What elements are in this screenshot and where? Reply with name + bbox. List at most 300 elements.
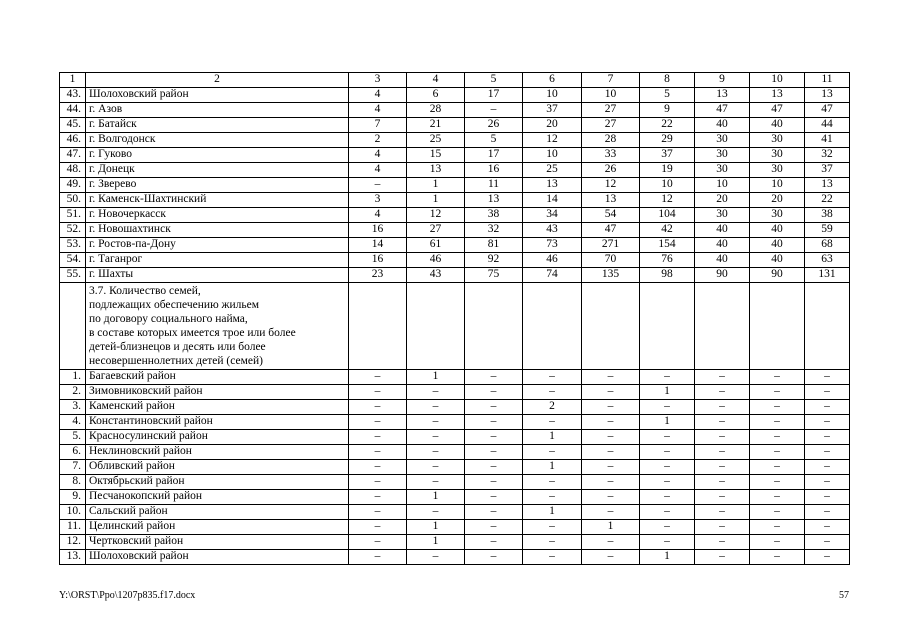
value-cell: 40 [695,253,750,268]
row-name: г. Шахты [86,268,349,283]
value-cell: 38 [805,208,850,223]
row-name: г. Гуково [86,148,349,163]
table-row [60,163,850,178]
header-cell: 8 [640,73,695,88]
value-cell: – [465,460,523,475]
value-cell: – [349,178,407,193]
value-cell: 25 [523,163,582,178]
value-cell: 1 [523,460,582,475]
value-cell: 30 [695,163,750,178]
value-cell: 32 [465,223,523,238]
table-row [60,505,850,520]
value-cell: 10 [582,88,640,103]
value-cell: 32 [805,148,850,163]
value-cell: 13 [523,178,582,193]
value-cell: 20 [750,193,805,208]
value-cell: – [805,370,850,385]
row-number: 51. [60,208,86,223]
section-number-cell [60,283,86,370]
value-cell: 98 [640,268,695,283]
value-cell: 27 [582,103,640,118]
row-number: 8. [60,475,86,490]
value-cell: 104 [640,208,695,223]
value-cell: – [465,490,523,505]
header-cell: 3 [349,73,407,88]
value-cell: 54 [582,208,640,223]
value-cell: – [582,490,640,505]
value-cell: – [465,370,523,385]
value-cell: – [523,520,582,535]
table-row [60,460,850,475]
value-cell: 41 [805,133,850,148]
row-name: Октябрьский район [86,475,349,490]
table-row [60,385,850,400]
row-number: 49. [60,178,86,193]
value-cell: 40 [750,223,805,238]
value-cell: 13 [407,163,465,178]
value-cell: 4 [349,148,407,163]
value-cell: – [465,385,523,400]
header-cell: 10 [750,73,805,88]
row-number: 44. [60,103,86,118]
value-cell: 5 [465,133,523,148]
row-number: 13. [60,550,86,565]
value-cell: – [349,535,407,550]
value-cell: – [805,460,850,475]
value-cell: 30 [695,208,750,223]
section-title: 3.7. Количество семей, подлежащих обеспечению жильем по договору социального найма, в составе которых имеется трое или более детей-близнецов и десять или более несовершеннолетних детей (семей) [86,283,349,370]
value-cell: – [349,370,407,385]
row-name: Зимовниковский район [86,385,349,400]
value-cell: 1 [407,370,465,385]
value-cell: – [349,550,407,565]
value-cell: 25 [407,133,465,148]
value-cell: – [695,445,750,460]
value-cell: 28 [407,103,465,118]
value-cell: 131 [805,268,850,283]
value-cell: – [640,445,695,460]
value-cell: – [465,445,523,460]
value-cell: – [349,445,407,460]
value-cell: – [349,475,407,490]
value-cell: – [640,430,695,445]
value-cell: – [582,400,640,415]
row-number: 3. [60,400,86,415]
value-cell: – [640,535,695,550]
value-cell: – [582,430,640,445]
value-cell: 17 [465,148,523,163]
value-cell: – [750,550,805,565]
table-row [60,208,850,223]
value-cell: – [750,535,805,550]
value-cell: 37 [805,163,850,178]
value-cell: – [805,445,850,460]
value-cell: – [523,535,582,550]
value-cell: 43 [523,223,582,238]
value-cell: – [805,535,850,550]
value-cell: – [349,460,407,475]
value-cell: 30 [750,148,805,163]
table-row [60,148,850,163]
value-cell: 14 [349,238,407,253]
value-cell: 17 [465,88,523,103]
value-cell: – [695,385,750,400]
table-row [60,133,850,148]
value-cell: 90 [750,268,805,283]
table-row [60,445,850,460]
value-cell: 40 [750,253,805,268]
row-number: 5. [60,430,86,445]
value-cell: – [523,415,582,430]
value-cell: 10 [523,88,582,103]
row-name: г. Волгодонск [86,133,349,148]
table-body-districts [60,370,850,565]
table-row [60,178,850,193]
row-number: 9. [60,490,86,505]
value-cell: 1 [640,550,695,565]
table-row [60,490,850,505]
header-cell: 5 [465,73,523,88]
value-cell: – [349,400,407,415]
row-number: 53. [60,238,86,253]
value-cell: – [349,505,407,520]
header-cell: 11 [805,73,850,88]
table-row [60,475,850,490]
value-cell: 61 [407,238,465,253]
row-name: Каменский район [86,400,349,415]
value-cell: 46 [523,253,582,268]
header-cell: 9 [695,73,750,88]
table-row [60,118,850,133]
value-cell: 30 [695,133,750,148]
value-cell: – [750,505,805,520]
header-cell: 1 [60,73,86,88]
row-name: г. Новошахтинск [86,223,349,238]
table-row [60,430,850,445]
value-cell: 26 [582,163,640,178]
value-cell: 20 [695,193,750,208]
value-cell: – [805,490,850,505]
value-cell: 27 [407,223,465,238]
table-row [60,253,850,268]
value-cell: 16 [349,253,407,268]
value-cell: 2 [523,400,582,415]
value-cell: – [465,520,523,535]
value-cell: – [523,370,582,385]
value-cell: – [750,490,805,505]
header-cell: 2 [86,73,349,88]
value-cell: – [695,370,750,385]
value-cell: – [465,415,523,430]
value-cell: – [805,475,850,490]
value-cell: – [407,385,465,400]
value-cell: 3 [349,193,407,208]
value-cell: – [582,460,640,475]
table-row [60,223,850,238]
value-cell: 42 [640,223,695,238]
value-cell: 22 [640,118,695,133]
value-cell: 14 [523,193,582,208]
value-cell: 47 [695,103,750,118]
value-cell: 34 [523,208,582,223]
value-cell: – [582,445,640,460]
row-name: г. Азов [86,103,349,118]
value-cell: 1 [407,490,465,505]
value-cell: – [582,370,640,385]
value-cell: 73 [523,238,582,253]
value-cell: 13 [805,88,850,103]
value-cell: – [349,430,407,445]
value-cell: – [805,430,850,445]
value-cell: – [695,535,750,550]
value-cell: – [750,400,805,415]
value-cell: – [407,400,465,415]
value-cell: – [465,430,523,445]
value-cell: – [640,520,695,535]
row-number: 6. [60,445,86,460]
row-number: 12. [60,535,86,550]
row-number: 48. [60,163,86,178]
value-cell: – [750,475,805,490]
value-cell: – [695,520,750,535]
value-cell: 12 [407,208,465,223]
value-cell: – [523,445,582,460]
row-name: Обливский район [86,460,349,475]
value-cell: 1 [640,415,695,430]
value-cell: 47 [750,103,805,118]
value-cell: 43 [407,268,465,283]
value-cell: – [349,385,407,400]
value-cell: 38 [465,208,523,223]
value-cell: – [465,505,523,520]
value-cell: 75 [465,268,523,283]
value-cell: – [349,520,407,535]
value-cell: 7 [349,118,407,133]
value-cell: – [695,490,750,505]
value-cell: 135 [582,268,640,283]
value-cell: – [695,475,750,490]
value-cell: 19 [640,163,695,178]
value-cell: 1 [523,430,582,445]
value-cell: 4 [349,88,407,103]
value-cell: 90 [695,268,750,283]
value-cell: – [465,550,523,565]
value-cell: – [640,460,695,475]
value-cell: – [805,385,850,400]
value-cell: – [805,415,850,430]
value-cell: 30 [750,133,805,148]
value-cell: – [640,370,695,385]
row-number: 7. [60,460,86,475]
value-cell: 30 [695,148,750,163]
value-cell: 11 [465,178,523,193]
row-number: 55. [60,268,86,283]
row-number: 43. [60,88,86,103]
value-cell: 6 [407,88,465,103]
value-cell: 16 [465,163,523,178]
row-number: 50. [60,193,86,208]
value-cell: – [465,400,523,415]
table-row [60,535,850,550]
value-cell: – [523,550,582,565]
value-cell: 4 [349,208,407,223]
value-cell: – [582,475,640,490]
value-cell: – [695,430,750,445]
table-body-section [60,283,850,370]
value-cell: 37 [640,148,695,163]
value-cell: 5 [640,88,695,103]
header-cell: 7 [582,73,640,88]
value-cell: 13 [750,88,805,103]
value-cell: – [750,520,805,535]
value-cell: 21 [407,118,465,133]
row-name: Шолоховский район [86,88,349,103]
row-number: 2. [60,385,86,400]
row-number: 1. [60,370,86,385]
value-cell: 27 [582,118,640,133]
row-name: Целинский район [86,520,349,535]
row-name: г. Батайск [86,118,349,133]
value-cell: 44 [805,118,850,133]
value-cell: – [582,415,640,430]
value-cell: – [640,490,695,505]
value-cell: – [750,445,805,460]
value-cell: 10 [640,178,695,193]
row-number: 54. [60,253,86,268]
table-body-cities [60,88,850,283]
value-cell: – [349,415,407,430]
header-cell: 6 [523,73,582,88]
value-cell: – [407,430,465,445]
value-cell: 63 [805,253,850,268]
row-name: г. Ростов-па-Дону [86,238,349,253]
value-cell: 1 [523,505,582,520]
value-cell: 1 [640,385,695,400]
value-cell: 74 [523,268,582,283]
value-cell: 30 [750,208,805,223]
housing-table [59,72,850,565]
row-name: Неклиновский район [86,445,349,460]
value-cell: 9 [640,103,695,118]
value-cell: 70 [582,253,640,268]
row-number: 10. [60,505,86,520]
row-number: 46. [60,133,86,148]
row-number: 45. [60,118,86,133]
value-cell: – [582,505,640,520]
value-cell: – [407,475,465,490]
value-cell: 13 [465,193,523,208]
value-cell: 12 [640,193,695,208]
value-cell: 1 [407,535,465,550]
value-cell: 271 [582,238,640,253]
row-name: Шолоховский район [86,550,349,565]
value-cell: 1 [407,193,465,208]
value-cell: 13 [582,193,640,208]
value-cell: 12 [582,178,640,193]
value-cell: 10 [695,178,750,193]
value-cell: 22 [805,193,850,208]
value-cell: 76 [640,253,695,268]
table-row [60,550,850,565]
value-cell: 12 [523,133,582,148]
value-cell: – [349,490,407,505]
value-cell: 20 [523,118,582,133]
table-row [60,415,850,430]
value-cell: – [465,475,523,490]
value-cell: 29 [640,133,695,148]
value-cell: – [407,460,465,475]
value-cell: 154 [640,238,695,253]
value-cell: – [640,505,695,520]
value-cell: 40 [695,118,750,133]
value-cell: – [805,400,850,415]
value-cell: – [750,460,805,475]
table-row [60,400,850,415]
value-cell: 4 [349,103,407,118]
value-cell: – [805,520,850,535]
value-cell: 59 [805,223,850,238]
value-cell: 40 [695,238,750,253]
row-name: Багаевский район [86,370,349,385]
value-cell: – [582,535,640,550]
value-cell: 16 [349,223,407,238]
value-cell: – [695,505,750,520]
table-row [60,88,850,103]
value-cell: – [523,475,582,490]
value-cell: 46 [407,253,465,268]
table-row [60,520,850,535]
value-cell: – [640,400,695,415]
row-number: 52. [60,223,86,238]
document-path: Y:\ORST\Ppo\1207p835.f17.docx [59,590,196,601]
value-cell: 68 [805,238,850,253]
value-cell: 10 [750,178,805,193]
value-cell: 40 [750,118,805,133]
value-cell: 4 [349,163,407,178]
row-number: 47. [60,148,86,163]
value-cell: – [805,505,850,520]
value-cell: – [695,415,750,430]
value-cell: – [407,550,465,565]
row-name: г. Таганрог [86,253,349,268]
value-cell: 13 [805,178,850,193]
value-cell: 40 [695,223,750,238]
value-cell: 13 [695,88,750,103]
header-cell: 4 [407,73,465,88]
row-name: Чертковский район [86,535,349,550]
row-name: Красносулинский район [86,430,349,445]
table-row [60,370,850,385]
row-name: г. Донецк [86,163,349,178]
row-name: г. Новочеркасск [86,208,349,223]
value-cell: – [523,385,582,400]
row-name: Песчанокопский район [86,490,349,505]
table-row [60,238,850,253]
value-cell: – [750,430,805,445]
value-cell: – [640,475,695,490]
value-cell: 47 [805,103,850,118]
table-row [60,193,850,208]
value-cell: – [695,460,750,475]
value-cell: 2 [349,133,407,148]
value-cell: 30 [750,163,805,178]
value-cell: – [695,550,750,565]
value-cell: – [750,385,805,400]
value-cell: 1 [582,520,640,535]
page-number: 57 [839,590,849,601]
value-cell: 10 [523,148,582,163]
value-cell: – [407,445,465,460]
